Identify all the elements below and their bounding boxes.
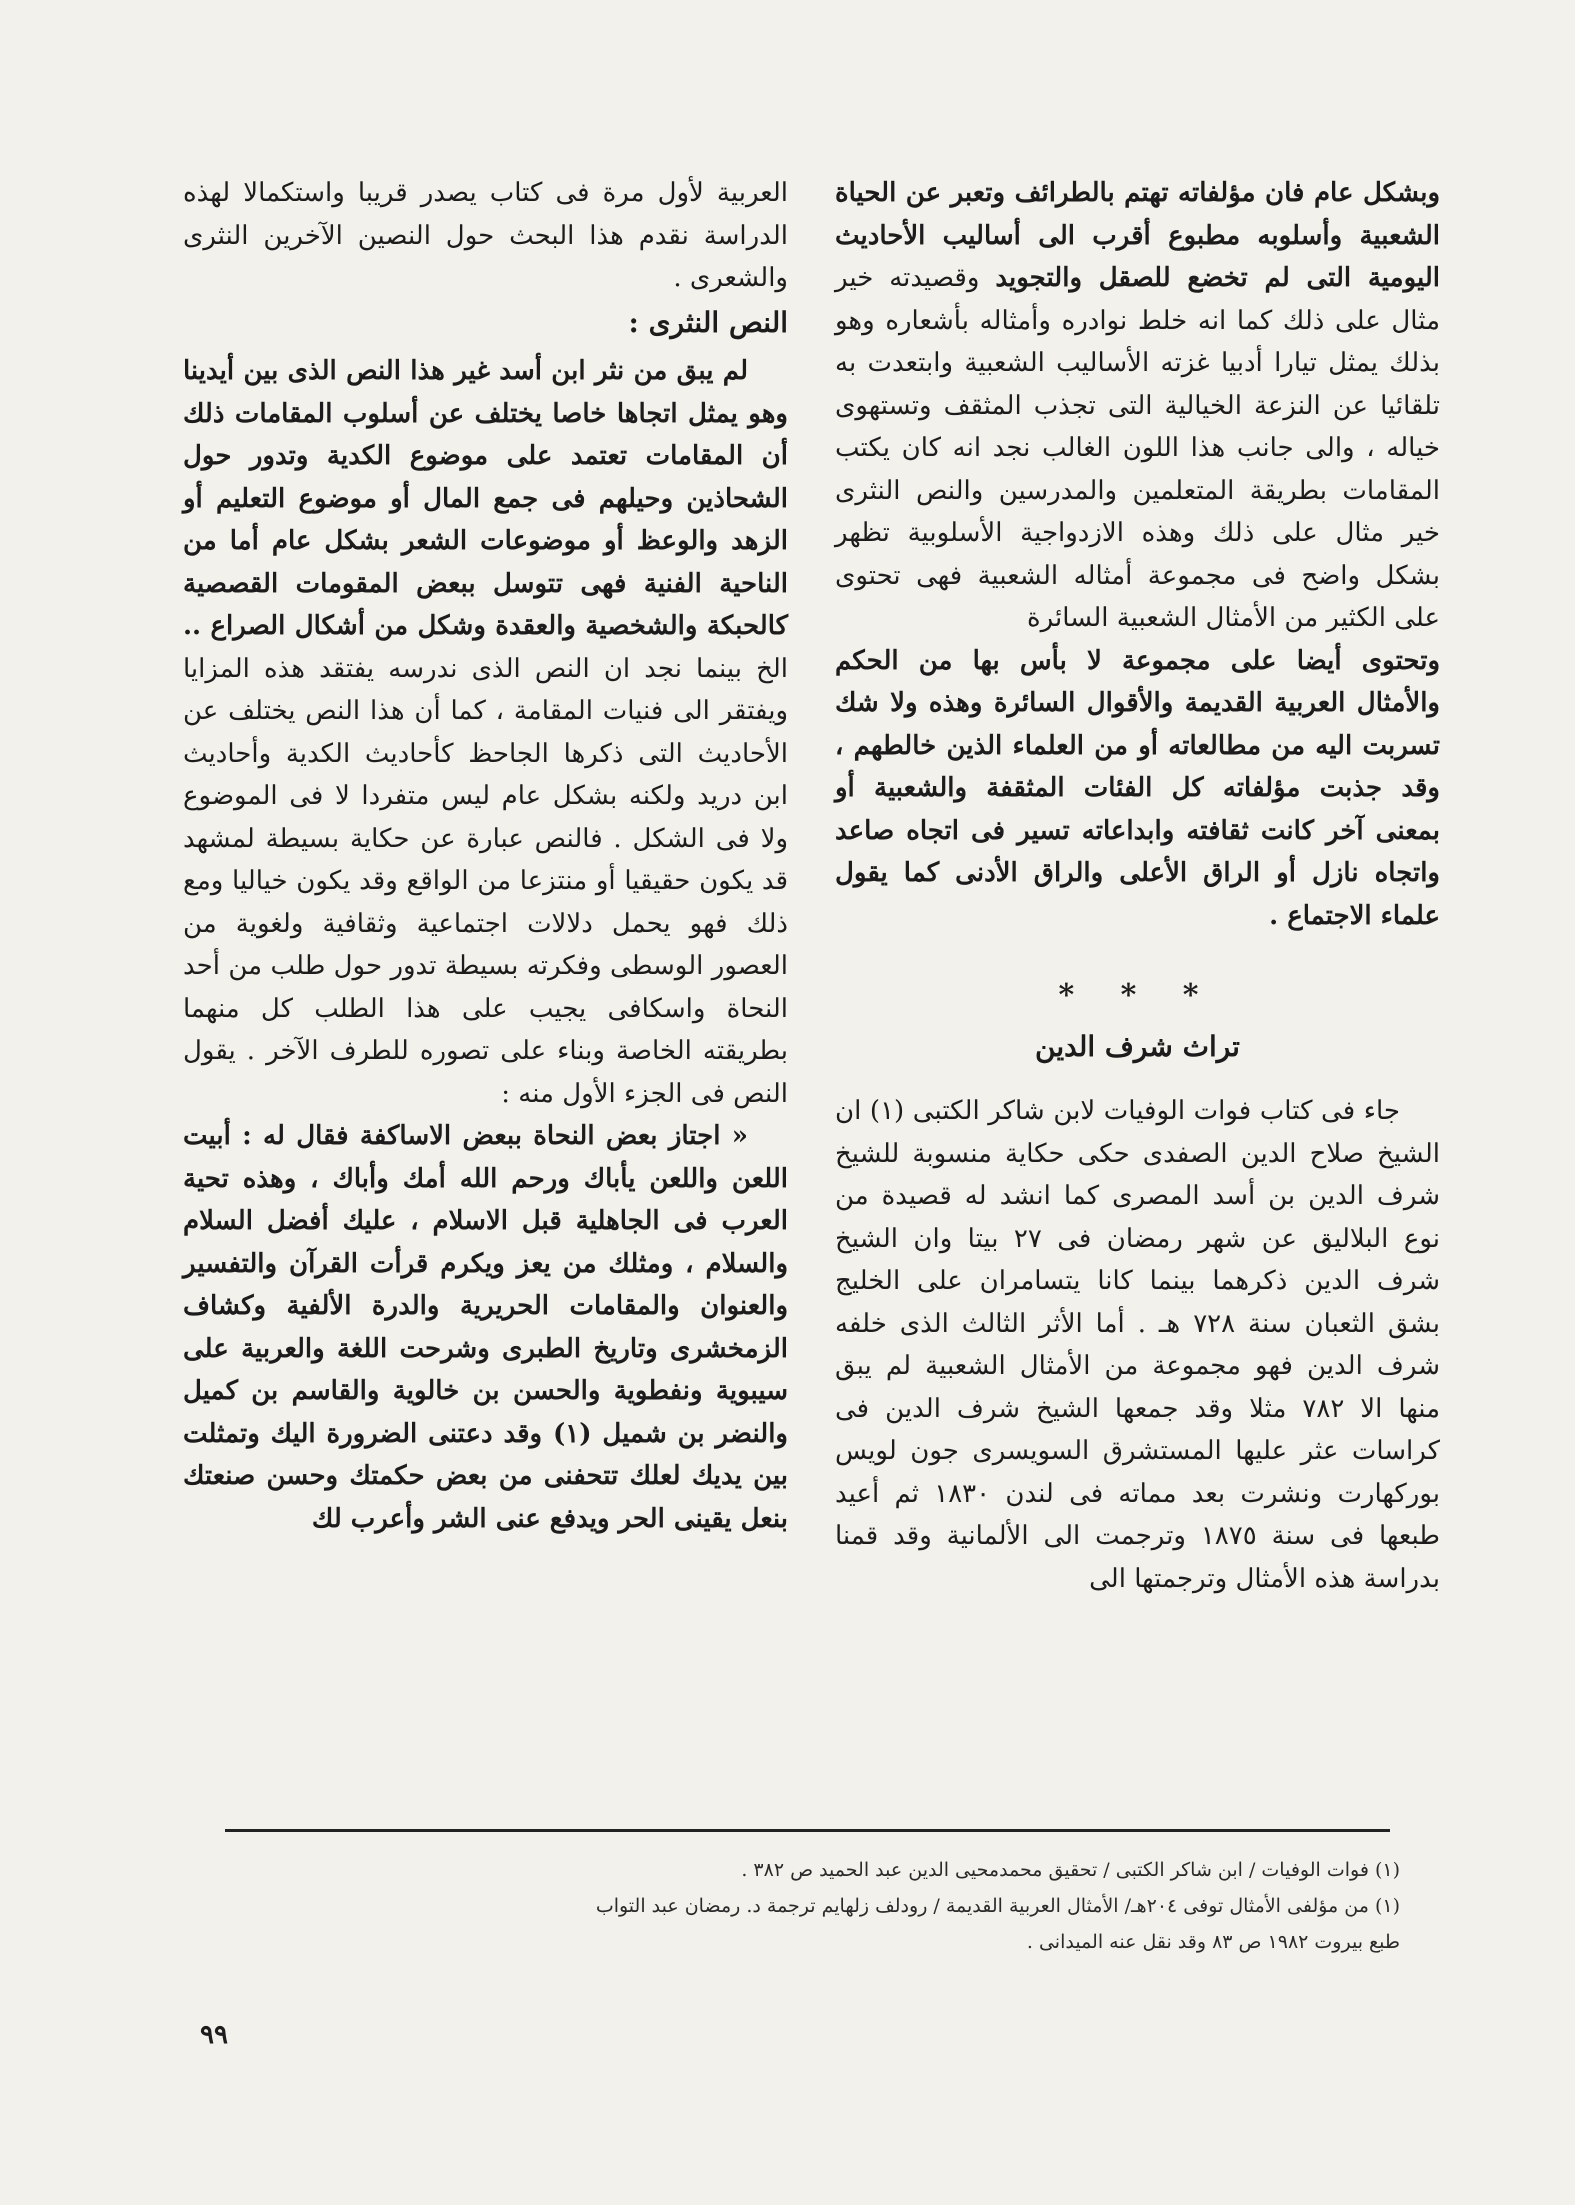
intro-bold-text: وبشكل عام فان مؤلفاته تهتم بالطرائف وتعبر عن الحياة الشعبية وأسلوبه مطبوع أقرب الى أساليب الأحاديث اليومية التى لم تخضع للصقل والتجويد — [835, 178, 1441, 293]
continuation-paragraph: العربية لأول مرة فى كتاب يصدر قريبا واستكمالا لهذه الدراسة نقدم هذا البحث حول النصين الآخرين النثرى والشعرى . — [183, 178, 788, 293]
prose-bold-text: لم يبق من نثر ابن أسد غير هذا النص الذى بين أيدينا وهو يمثل اتجاها خاصا يختلف عن أسلوب المقامات ذلك أن المقامات تعتمد على موضوع الكدية وتدور حول الشحاذين وحيلهم فى جمع المال أو موضوع التعليم أو الزهد والوعظ أو موضوعات الشعر بشكل عام أما من الناحية الفنية فهى تتوسل ببعض المقومات القصصية كالحبكة والشخصية والعقدة وشكل من أشكال الصراع .. — [183, 356, 788, 641]
footnote-2: (١) من مؤلفى الأمثال توفى ٢٠٤هـ/ الأمثال العربية القديمة / رودلف زلهايم ترجمة د. رمضان عبد التواب — [595, 1895, 1400, 1917]
prose-regular-text: الخ بينما نجد ان النص الذى ندرسه يفتقد هذه المزايا ويفتقر الى فنيات المقامة ، كما أن هذا النص يختلف عن الأحاديث التى ذكرها الجاحظ كأحاديث الكدية وأحاديث ابن دريد ولكنه بشكل عام ليس متفردا لا فى الموضوع ولا فى الشكل . فالنص عبارة عن حكاية بسيطة لمشهد قد يكون حقيقيا أو منتزعا من الواقع وقد يكون خياليا ومع ذلك فهو يحمل دلالات اجتماعية وثقافية ولغوية من العصور الوسطى وفكرته بسيطة تدور حول طلب من أحد النحاة واسكافى يجيب على هذا الطلب كل منهما بطريقته الخاصة وبناء على تصوره للطرف الآخر . يقول النص فى الجزء الأول منه : — [183, 653, 788, 1109]
prose-subheading: النص النثرى : — [628, 305, 788, 339]
intro-regular-text: وقصيدته خير مثال على ذلك كما انه خلط نوادره وأمثاله بأشعاره وهو بذلك يمثل تيارا أدبيا غزته الأساليب الشعبية وابتعدت به تلقائيا عن النزعة الخيالية التى تجذب المثقف وتستهوى خياله ، والى جانب هذا اللون الغالب نجد انه كان يكتب المقامات بطريقة المتعلمين والمدرسين والنص النثرى خير مثال على ذلك وهذه الازدواجية الأسلوبية تظهر بشكل واضح فى مجموعة أمثاله الشعبية فهى تحتوى على الكثير من الأمثال الشعبية السائرة — [835, 263, 1440, 633]
footnote-1: (١) فوات الوفيات / ابن شاكر الكتبى / تحقيق محمدمحيى الدين عبد الحميد ص ٣٨٢ . — [741, 1859, 1400, 1881]
footnote-2-continued: طبع بيروت ١٩٨٢ ص ٨٣ وقد نقل عنه الميدانى . — [1026, 1931, 1400, 1953]
section-divider-stars: * * * — [1058, 978, 1217, 1013]
section-heading: تراث شرف الدين — [1035, 1029, 1240, 1063]
left-column — [183, 172, 788, 1540]
footnote-rule — [225, 1829, 1390, 1832]
intro-bold-continuation: وتحتوى أيضا على مجموعة لا بأس بها من الحكم والأمثال العربية القديمة والأقوال السائرة وهذه ولا شك تسربت اليه من مطالعاته أو من العلماء الذين خالطهم ، وقد جذبت مؤلفاته كل الفئات المثقفة والشعبية أو بمعنى آخر كانت ثقافته وابداعاته تسير فى اتجاه صاعد واتجاه نازل أو الراق الأعلى والراق الأدنى كما يقول علماء الاجتماع . — [835, 645, 1440, 931]
section-paragraph: جاء فى كتاب فوات الوفيات لابن شاكر الكتبى (١) ان الشيخ صلاح الدين الصفدى حكى حكاية منسوبة للشيخ شرف الدين بن أسد المصرى كما انشد له قصيدة من نوع البلاليق عن شهر رمضان فى ٢٧ بيتا وان الشيخ شرف الدين ذكرهما بينما كانا يتسامران على الخليج بشق الثعبان سنة ٧٢٨ هـ . أما الأثر الثالث الذى خلفه شرف الدين فهو مجموعة من الأمثال الشعبية لم يبق منها الا ٧٨٢ مثلا وقد جمعها الشيخ شرف الدين فى كراسات عثر عليها المستشرق السويسرى جون لويس بوركهارت ونشرت بعد مماته فى لندن ١٨٣٠ ثم أعيد طبعها فى سنة ١٨٧٥ وترجمت الى الألمانية وقد قمنا بدراسة هذه الأمثال وترجمتها الى — [835, 1096, 1441, 1594]
prose-paragraph — [183, 350, 788, 1115]
footnotes — [225, 1852, 1400, 1960]
page-number: ٩٩ — [200, 2020, 228, 2050]
quoted-text: « اجتاز بعض النحاة ببعض الاساكفة فقال له : أبيت اللعن واللعن يأباك ورحم الله أمك وأباك ، وهذه تحية العرب فى الجاهلية قبل الاسلام ، عليك أفضل السلام والسلام ، ومثلك من يعز ويكرم قرأت القرآن والتفسير والعنوان والمقامات الحريرية والدرة الألفية وكشاف الزمخشرى وتاريخ الطبرى وشرحت اللغة والعربية على سيبوية ونفطوية والحسن بن خالوية والقاسم بن كميل والنضر بن شميل (١) وقد دعتنى الضرورة اليك وتمثلت بين يديك لعلك تتحفنى من بعض حكمتك وحسن صنعتك بنعل يقينى الحر ويدفع عنى الشر وأعرب لك — [183, 1121, 788, 1534]
intro-paragraph — [835, 172, 1440, 640]
right-column — [835, 172, 1440, 1600]
